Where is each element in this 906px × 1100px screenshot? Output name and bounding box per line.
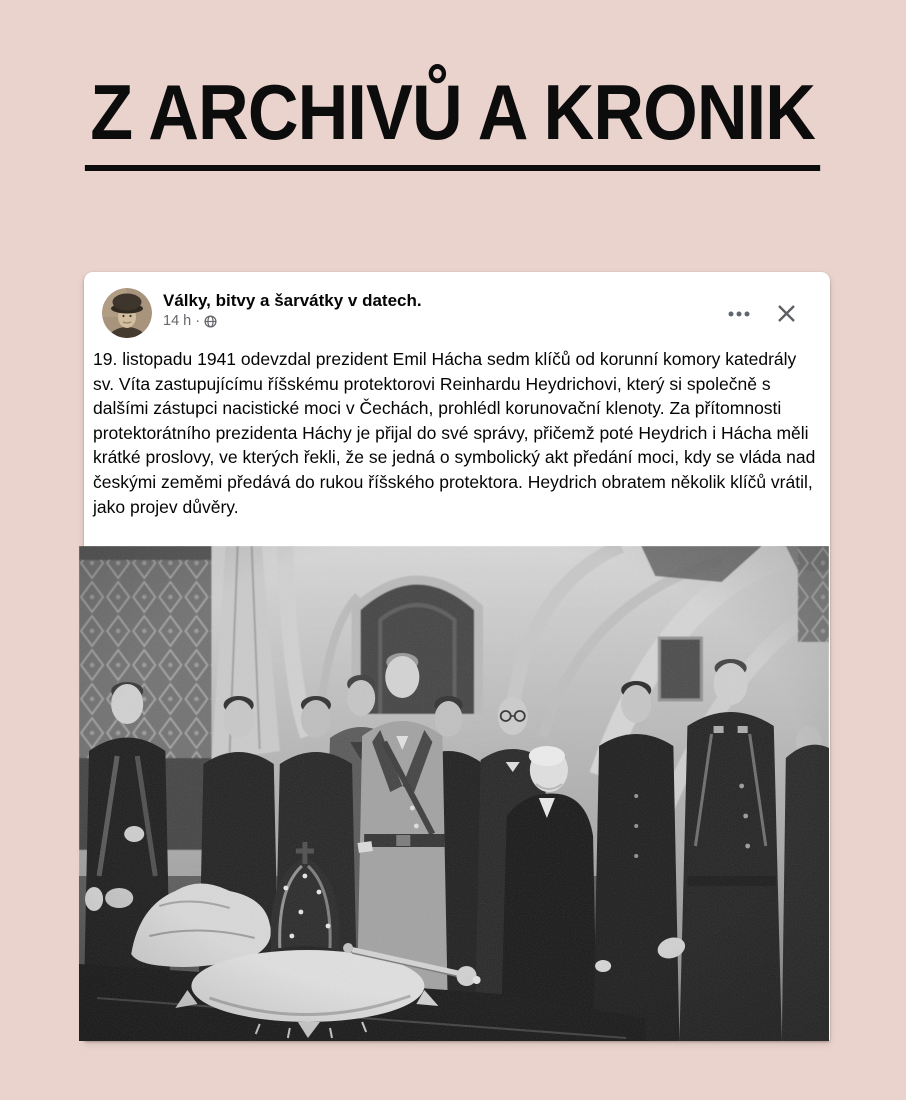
post-header-text bbox=[163, 288, 727, 331]
historical-photo-illustration bbox=[79, 546, 829, 1041]
post-timestamp[interactable]: 14 h bbox=[163, 313, 192, 330]
ellipsis-icon bbox=[727, 310, 751, 318]
post-header bbox=[84, 272, 830, 338]
page-title bbox=[0, 70, 906, 171]
post-author[interactable]: Války, bitvy a šarvátky v datech. bbox=[163, 291, 422, 310]
post-text: 19. listopadu 1941 odevzdal prezident Emil Hácha sedm klíčů od korunní komory katedrály sv. Víta zastupujícímu říšskému protektorovi Reinhardu Heydrichovi, který si společně s dalšími zástupci nacistické moci v Čechách, prohlédl korunovační klenoty. Za přítomnosti protektorátního prezidenta Háchy je přijal do své správy, přičemž poté Heydrich i Hácha měli krátké proslovy, ve kterých řekli, že se jedná o symbolický akt předání moci, kdy se vláda nad českými zeměmi předává do rukou říšského protektora. Heydrich obratem několik klíčů vrátil, jako projev důvěry. bbox=[93, 349, 816, 517]
avatar[interactable] bbox=[102, 288, 152, 338]
post-meta bbox=[163, 313, 727, 330]
facebook-post-card bbox=[84, 272, 830, 1041]
x-icon bbox=[775, 302, 798, 325]
post-header-actions bbox=[727, 302, 798, 325]
sepia-portrait-avatar bbox=[102, 288, 152, 338]
post-photo[interactable] bbox=[79, 546, 829, 1041]
globe-icon bbox=[204, 315, 217, 328]
close-button[interactable] bbox=[775, 302, 798, 325]
meta-separator: · bbox=[195, 313, 201, 330]
page-title-text: Z ARCHIVŮ A KRONIK bbox=[85, 70, 821, 171]
more-options-button[interactable] bbox=[727, 310, 751, 318]
